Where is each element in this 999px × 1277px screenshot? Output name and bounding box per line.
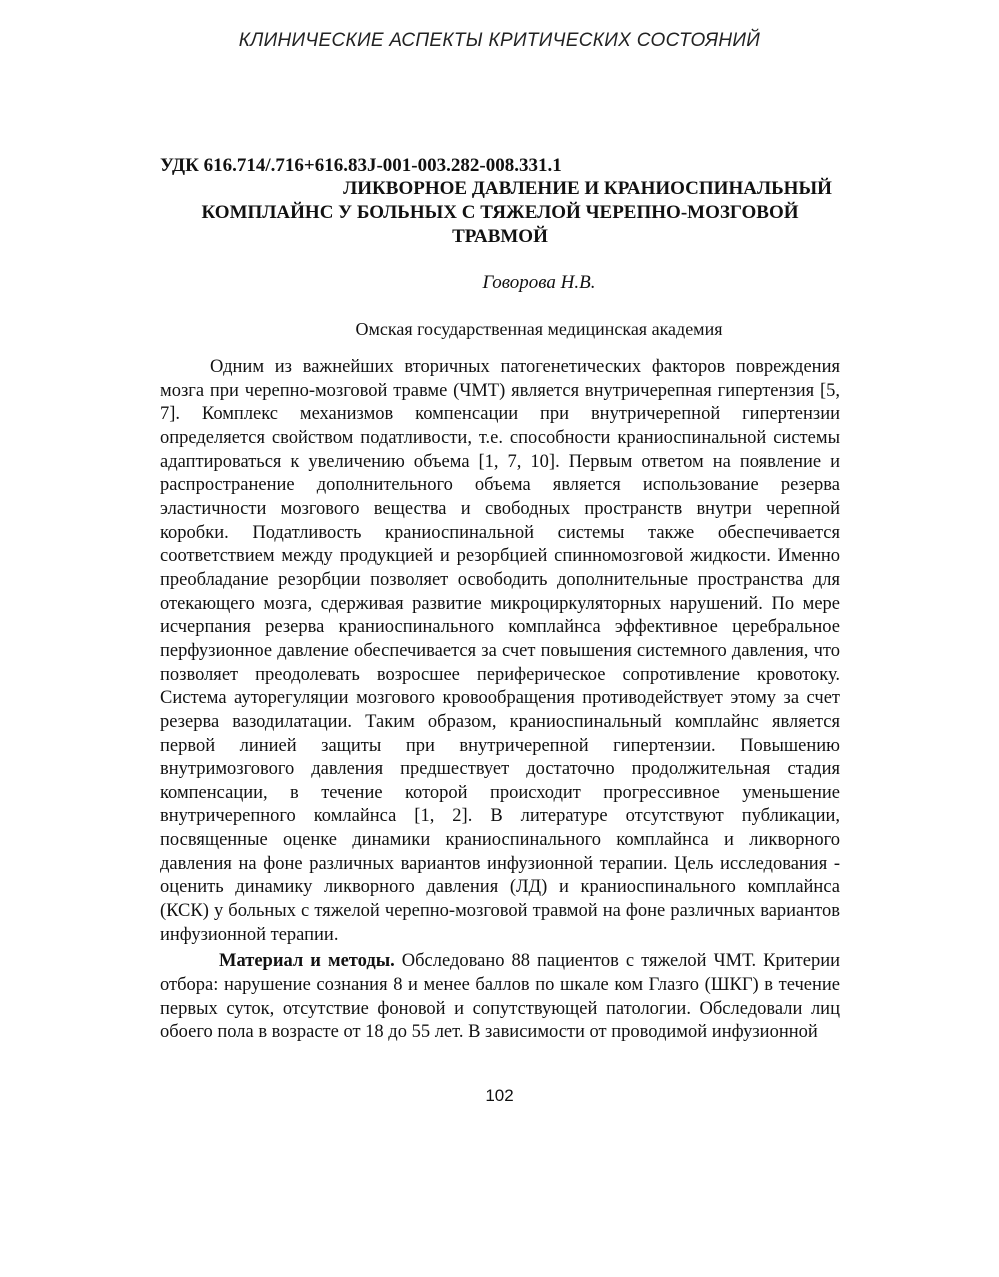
methods-text: Обследовано 88 пациентов с тяжелой ЧМТ. Критерии отбора: нарушение сознания 8 и менее баллов по шкале ком Глазго (ШКГ) в течение первых суток, отсутствие фоновой и сопутствующей патологии. Обследовали лиц обоего пола в возрасте от 18 до 55 лет. В зависимости от проводимой инфузионной xyxy=(160,951,840,1043)
affiliation: Омская государственная медицинская академия xyxy=(355,319,723,339)
running-header: КЛИНИЧЕСКИЕ АСПЕКТЫ КРИТИЧЕСКИХ СОСТОЯНИЙ xyxy=(238,30,761,51)
methods-paragraph xyxy=(160,950,840,1045)
title-line-3: ТРАВМОЙ xyxy=(452,226,548,247)
udk-code: УДК 616.714/.716+616.83J-001-003.282-008.331.1 xyxy=(160,155,562,176)
page-number: 102 xyxy=(485,1086,514,1105)
methods-heading: Материал и методы. xyxy=(219,951,395,972)
title-line-2: КОМПЛАЙНС У БОЛЬНЫХ С ТЯЖЕЛОЙ ЧЕРЕПНО-МОЗГОВОЙ xyxy=(201,202,799,223)
article-body xyxy=(160,356,840,1045)
intro-paragraph: Одним из важнейших вторичных патогенетических факторов повреждения мозга при черепно-мозговой травме (ЧМТ) является внутричерепная гипертензия [5, 7]. Комплекс механизмов компенсации при внутричерепной гипертензии определяется свойством податливости, т.е. способности краниоспинальной системы адаптироваться к увеличению объема [1, 7, 10]. Первым ответом на появление и распространение дополнительного объема является использование резерва эластичности мозгового вещества и свободных пространств внутри черепной коробки. Податливость краниоспинальной системы также обеспечивается соответствием между продукцией и резорбцией спинномозговой жидкости. Именно преобладание резорбции позволяет освободить дополнительные пространства для отекающего мозга, сдерживая развитие микроциркуляторных нарушений. По мере исчерпания резерва краниоспинального комплайнса эффективное церебральное перфузионное давление обеспечивается за счет повышения системного давления, что позволяет преодолевать возросшее периферическое сопротивление кровотоку. Система ауторегуляции мозгового кровообращения противодействует этому за счет резерва вазодилатации. Таким образом, краниоспинальный комплайнс является первой линией защиты при внутричерепной гипертензии. Повышению внутримозгового давления предшествует достаточно продолжительная стадия компенсации, в течение которой происходит прогрессивное уменьшение внутричерепного комлайнса [1, 2]. В литературе отсутствуют публикации, посвященные оценке динамики краниоспинального комплайнса и ликворного давления на фоне различных вариантов инфузионной терапии. Цель исследования - оценить динамику ликворного давления (ЛД) и краниоспинального комплайнса (КСК) у больных с тяжелой черепно-мозговой травмой на фоне различных вариантов инфузионной терапии. xyxy=(160,357,840,945)
article-title xyxy=(160,177,840,249)
author: Говорова Н.В. xyxy=(482,272,596,293)
title-line-1: ЛИКВОРНОЕ ДАВЛЕНИЕ И КРАНИОСПИНАЛЬНЫЙ xyxy=(343,178,832,199)
